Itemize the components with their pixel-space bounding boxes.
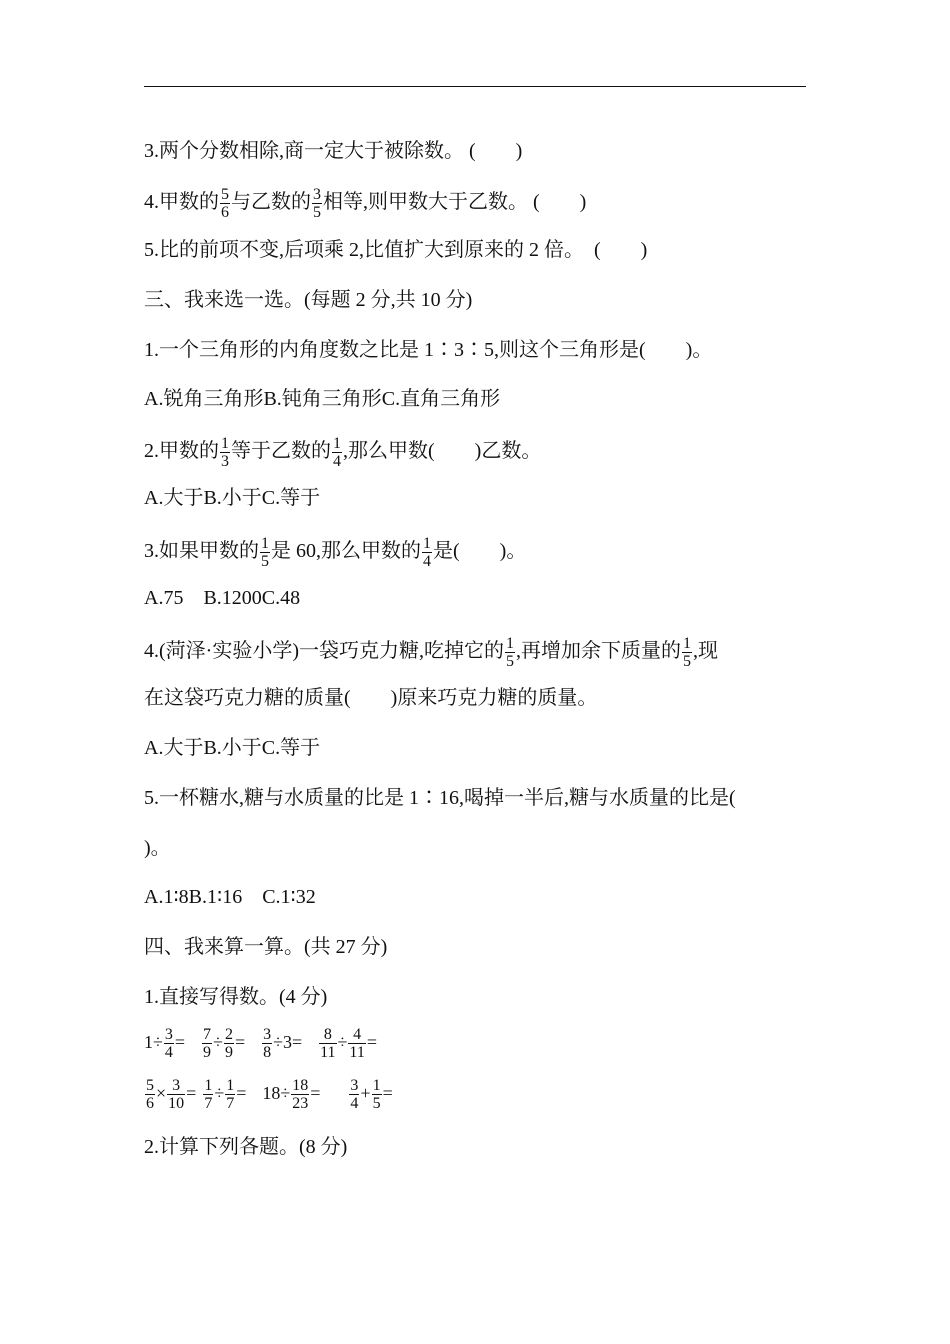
section-heading-choice: 三、我来选一选。(每题 2 分,共 10 分) xyxy=(144,289,473,311)
fraction: $\frac{1}{5}$ xyxy=(682,635,691,670)
calc-sub1: 1.直接写得数。(4 分) xyxy=(144,986,328,1008)
fraction: $\frac{1}{3}$ xyxy=(221,435,229,470)
choice-q3: 3.如果甲数的 $\frac{1}{5}$ 是 60,那么甲数的 $\frac{1}{4}$ 是( )。 xyxy=(144,535,527,570)
top-rule xyxy=(144,86,806,87)
choice-q3-options: A.75 B.1200C.48 xyxy=(144,587,301,609)
expr-5: $\frac{5}{6}$ × $\frac{3}{10}$ = xyxy=(146,1077,197,1112)
choice-q4-line2: 在这袋巧克力糖的质量( )原来巧克力糖的质量。 xyxy=(144,687,598,709)
fraction: $\frac{2}{9}$ xyxy=(224,1026,233,1061)
expr-4: $\frac{8}{11}$ ÷ $\frac{4}{11}$ = xyxy=(320,1026,377,1061)
expr-2: $\frac{7}{9}$ ÷ $\frac{2}{9}$ = xyxy=(203,1026,246,1061)
judge-q4: 4.甲数的 $\frac{5}{6}$ 与乙数的 $\frac{3}{5}$ 相等,则甲数大于乙数。 ( ) xyxy=(144,186,587,221)
fraction: $\frac{1}{4}$ xyxy=(423,535,431,570)
choice-q4: 4.(菏泽·实验小学)一袋巧克力糖,吃掉它的 $\frac{1}{5}$ ,再增加余下质量的 $\frac{1}{5}$ ,现 xyxy=(144,635,718,670)
expr-8: $\frac{3}{4}$ + $\frac{1}{5}$ = xyxy=(350,1077,393,1112)
expr-7: 18÷ $\frac{18}{23}$ = xyxy=(262,1077,321,1112)
fraction: $\frac{5}{6}$ xyxy=(221,186,229,221)
calc-row-2 xyxy=(144,1077,393,1112)
expr-3: $\frac{3}{8}$ ÷3= xyxy=(263,1026,303,1061)
fraction: $\frac{5}{6}$ xyxy=(146,1077,154,1112)
choice-q1: 1.一个三角形的内角度数之比是 1∶3∶5,则这个三角形是( )。 xyxy=(144,339,713,361)
fraction: $\frac{3}{4}$ xyxy=(164,1026,173,1061)
expr-6: $\frac{1}{7}$ ÷ $\frac{1}{7}$ = xyxy=(204,1077,247,1112)
calc-sub2: 2.计算下列各题。(8 分) xyxy=(144,1136,348,1158)
fraction: $\frac{3}{10}$ xyxy=(168,1077,185,1112)
calc-row-1 xyxy=(144,1026,377,1061)
section-heading-calc: 四、我来算一算。(共 27 分) xyxy=(144,936,388,958)
choice-q5-line2: )。 xyxy=(144,837,171,859)
fraction: $\frac{7}{9}$ xyxy=(203,1026,212,1061)
choice-q5: 5.一杯糖水,糖与水质量的比是 1∶16,喝掉一半后,糖与水质量的比是( xyxy=(144,787,736,809)
fraction: $\frac{1}{5}$ xyxy=(505,635,514,670)
choice-q1-options: A.锐角三角形B.钝角三角形C.直角三角形 xyxy=(144,388,501,410)
fraction: $\frac{1}{5}$ xyxy=(372,1077,381,1112)
choice-q4-options: A.大于B.小于C.等于 xyxy=(144,737,321,759)
fraction: $\frac{18}{23}$ xyxy=(292,1077,309,1112)
fraction: $\frac{4}{11}$ xyxy=(349,1026,365,1061)
judge-q5: 5.比的前项不变,后项乘 2,比值扩大到原来的 2 倍。 ( ) xyxy=(144,239,648,261)
fraction: $\frac{3}{4}$ xyxy=(350,1077,359,1112)
fraction: $\frac{1}{4}$ xyxy=(333,435,341,470)
choice-q5-options: A.1∶8B.1∶16 C.1∶32 xyxy=(144,886,316,908)
fraction: $\frac{3}{8}$ xyxy=(263,1026,272,1061)
fraction: $\frac{1}{5}$ xyxy=(261,535,269,570)
choice-q2: 2.甲数的 $\frac{1}{3}$ 等于乙数的 $\frac{1}{4}$ ,那么甲数( )乙数。 xyxy=(144,435,542,470)
choice-q2-options: A.大于B.小于C.等于 xyxy=(144,487,321,509)
fraction: $\frac{3}{5}$ xyxy=(313,186,321,221)
fraction: $\frac{8}{11}$ xyxy=(320,1026,336,1061)
judge-q3: 3.两个分数相除,商一定大于被除数。 ( ) xyxy=(144,140,523,162)
fraction: $\frac{1}{7}$ xyxy=(226,1077,235,1112)
expr-1: 1÷ $\frac{3}{4}$ = xyxy=(144,1026,186,1061)
fraction: $\frac{1}{7}$ xyxy=(204,1077,213,1112)
